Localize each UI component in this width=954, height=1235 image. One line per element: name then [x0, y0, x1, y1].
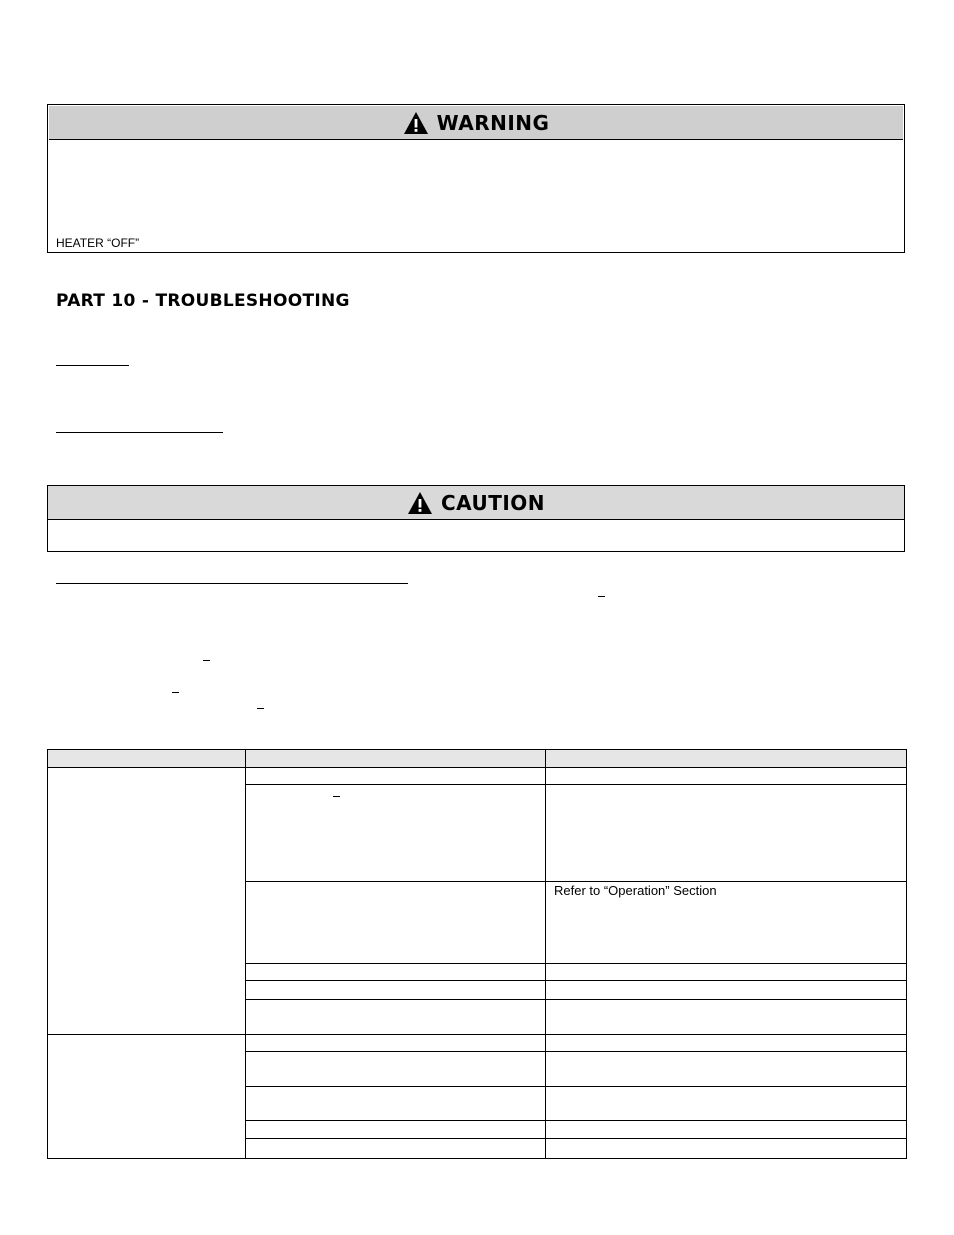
heading-underline — [56, 365, 129, 366]
table-cell — [546, 964, 907, 981]
table-header-cell — [246, 750, 546, 768]
warning-header — [49, 106, 903, 140]
table-cell — [246, 1035, 546, 1052]
table-cell — [246, 882, 546, 964]
table-cell — [546, 1052, 907, 1087]
table-cell — [246, 1087, 546, 1121]
table-cell — [246, 1121, 546, 1139]
table-header-cell — [48, 750, 246, 768]
table-cell — [246, 768, 546, 785]
dash-mark — [203, 660, 210, 661]
table-header-row — [48, 750, 907, 768]
page-title: PART 10 - TROUBLESHOOTING — [56, 291, 350, 311]
table-cell — [48, 1035, 246, 1159]
heading-underline — [56, 583, 408, 584]
troubleshooting-table — [47, 749, 907, 1159]
table-cell — [546, 768, 907, 785]
table-cell — [246, 964, 546, 981]
table-cell — [546, 1121, 907, 1139]
table-row — [48, 1035, 907, 1052]
warning-box — [47, 104, 905, 253]
dash-mark — [333, 796, 340, 797]
table-cell — [546, 1000, 907, 1035]
table-cell — [246, 981, 546, 1000]
table-cell — [546, 785, 907, 882]
table-cell — [546, 1139, 907, 1159]
operation-section-reference: Refer to “Operation” Section — [554, 883, 717, 898]
table-cell — [246, 1000, 546, 1035]
table-row — [48, 768, 907, 785]
warning-triangle-icon — [403, 111, 429, 135]
heading-underline — [56, 432, 223, 433]
warning-body-text: HEATER “OFF” — [56, 236, 140, 250]
warning-title: WARNING — [436, 110, 550, 135]
caution-box — [47, 485, 905, 552]
table-cell — [246, 1139, 546, 1159]
table-cell — [546, 882, 907, 964]
table-cell — [546, 1035, 907, 1052]
dash-mark — [172, 692, 179, 693]
table-cell — [48, 768, 246, 1035]
table-cell — [546, 981, 907, 1000]
table-cell — [246, 1052, 546, 1087]
table-cell — [246, 785, 546, 882]
dash-mark — [257, 708, 264, 709]
caution-title: CAUTION — [440, 490, 546, 515]
table-header-cell — [546, 750, 907, 768]
caution-header — [48, 486, 904, 520]
table-cell — [546, 1087, 907, 1121]
warning-triangle-icon — [407, 491, 433, 515]
dash-mark — [598, 596, 605, 597]
